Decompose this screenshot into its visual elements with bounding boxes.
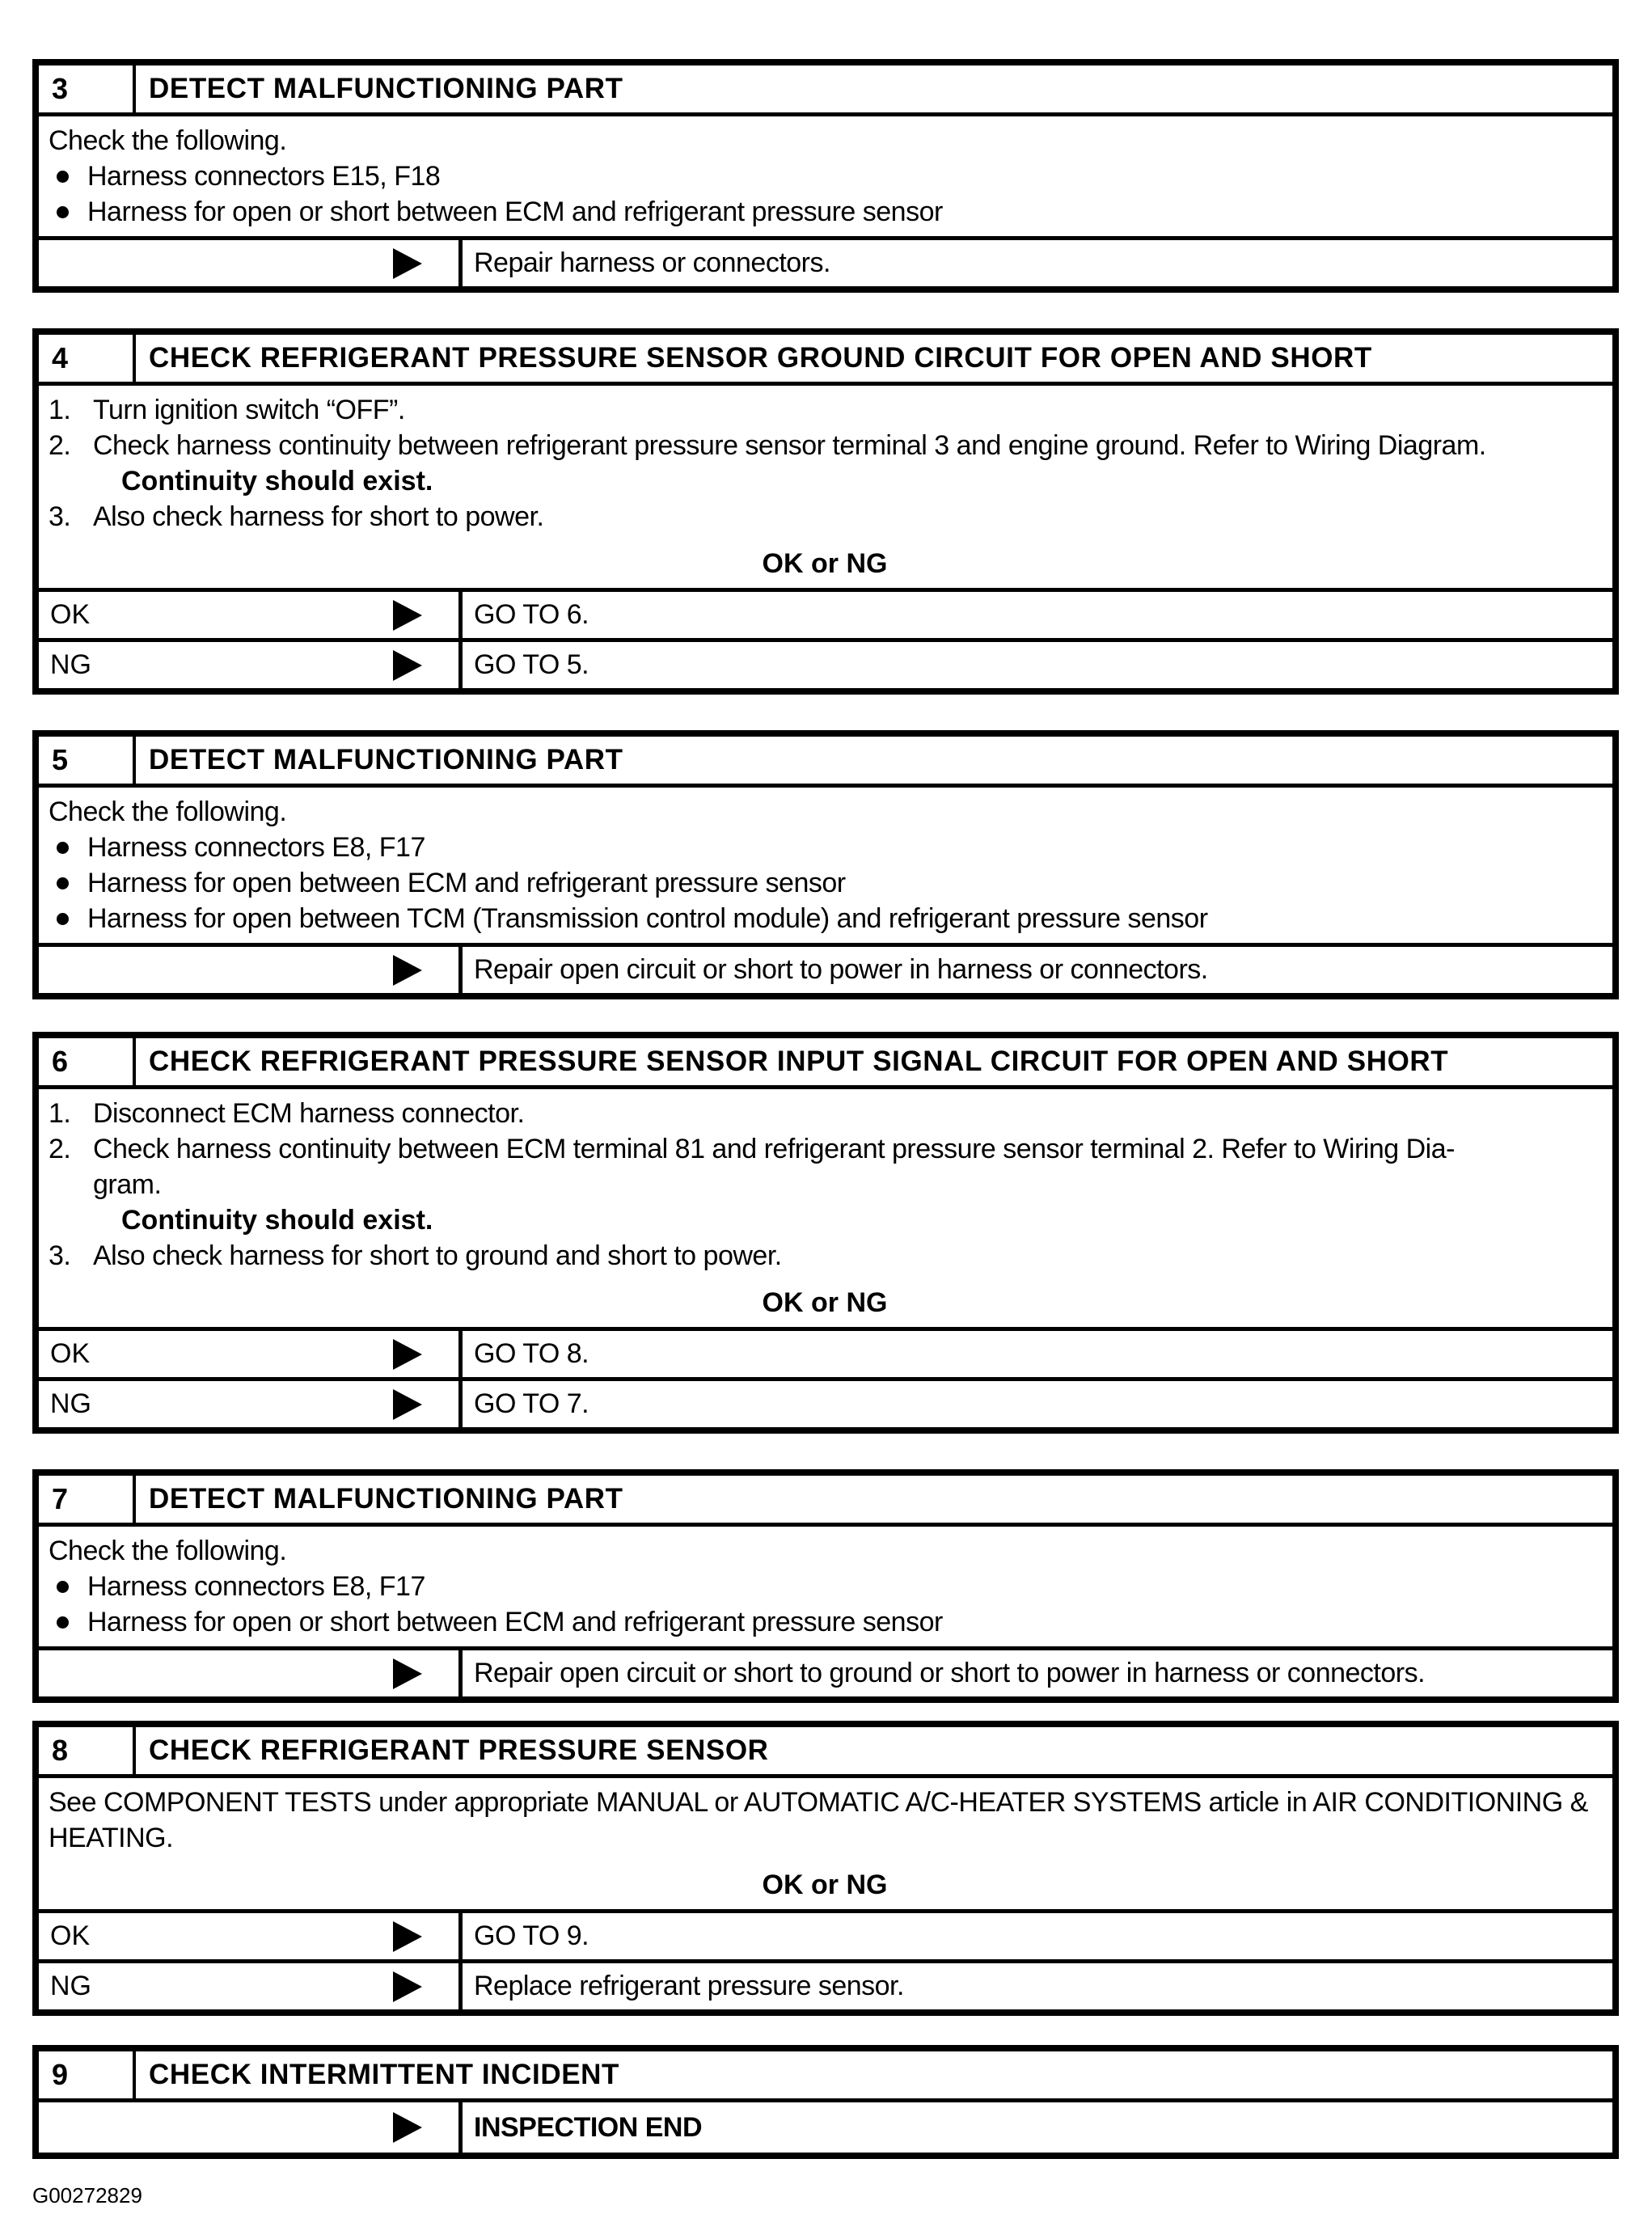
list-text: Turn ignition switch “OFF”. [93,395,405,425]
step-number: 6 [39,1038,136,1085]
step-header [39,1038,1612,1089]
arrow-right-icon [393,248,422,279]
list-number: 2. [49,1134,71,1164]
list-item [49,1131,1601,1238]
bullet-dot-icon [57,877,69,889]
arrow-right-icon [393,1921,422,1952]
step-body [39,1778,1612,1909]
result-text: GO TO 9. [474,1920,589,1951]
list-item [49,392,1601,428]
result-row-left [39,1381,463,1427]
bullet-dot-icon [57,913,69,925]
step-number: 4 [39,335,136,382]
step-title: CHECK INTERMITTENT INCIDENT [149,2059,620,2090]
step-body [39,116,1612,236]
step-body [39,788,1612,943]
list-text [93,1131,1601,1238]
list-number: 3. [49,501,71,532]
bullet-dot-icon [57,171,69,183]
body-intro: Check the following. [49,1536,287,1566]
step-body [39,386,1612,588]
result-text: GO TO 8. [474,1338,589,1369]
step-number: 5 [39,737,136,784]
arrow-right-icon [393,650,422,681]
action-row [39,2102,1612,2153]
step-box-4 [32,328,1619,695]
body-intro: Check the following. [49,125,287,156]
arrow-right-icon [393,600,422,631]
bullet-item [49,901,1601,936]
step-header [39,65,1612,116]
action-result: Repair open circuit or short to ground or short to power in harness or connectors. [474,1658,1426,1688]
step-header [39,737,1612,788]
body-paragraph: See COMPONENT TESTS under appropriate MANUAL or AUTOMATIC A/C-HEATER SYSTEMS article in AIR CONDITIONING & HEATING. [49,1787,1588,1853]
step-box-3 [32,59,1619,293]
continuity-note: Continuity should exist. [121,1205,433,1236]
step-title: CHECK REFRIGERANT PRESSURE SENSOR GROUND CIRCUIT FOR OPEN AND SHORT [149,342,1372,374]
result-label: OK [50,599,91,630]
list-item [49,428,1601,499]
list-text-line: gram. [93,1169,162,1200]
result-text: Replace refrigerant pressure sensor. [474,1971,904,2001]
bullet-dot-icon [57,842,69,854]
result-text: GO TO 6. [474,599,589,630]
bullet-text: Harness connectors E15, F18 [87,161,441,192]
step-body [39,1089,1612,1327]
bullet-text: Harness for open between ECM and refrigerant pressure sensor [87,868,846,898]
result-row [39,1959,1612,2009]
bullet-dot-icon [57,1616,69,1629]
step-header [39,1727,1612,1778]
bullet-text: Harness for open or short between ECM and refrigerant pressure sensor [87,1607,943,1637]
step-number: 3 [39,65,136,112]
bullet-dot-icon [57,1581,69,1593]
figure-label: G00272829 [32,2183,142,2208]
list-text [93,428,1601,499]
ok-or-ng-label: OK or NG [762,548,888,579]
action-result: INSPECTION END [474,2111,703,2143]
result-label: OK [50,1920,91,1951]
arrow-right-icon [393,1389,422,1420]
list-item [49,1238,1601,1274]
step-box-5 [32,730,1619,999]
result-text: GO TO 7. [474,1388,589,1419]
result-row [39,1909,1612,1959]
result-text: GO TO 5. [474,649,589,680]
bullet-item [49,194,1601,230]
action-result: Repair harness or connectors. [474,247,830,278]
list-text-line: Check harness continuity between refrigerant pressure sensor terminal 3 and engine ground. Refer to Wiring Diagram. [93,430,1486,461]
action-row-left [39,240,463,286]
step-header [39,335,1612,386]
bullet-dot-icon [57,206,69,218]
result-row-left [39,1331,463,1377]
result-row [39,1327,1612,1377]
action-row-left [39,947,463,993]
list-text-line: Check harness continuity between ECM terminal 81 and refrigerant pressure sensor terminal 2. Refer to Wiring Dia- [93,1134,1455,1164]
list-text: Also check harness for short to ground and short to power. [93,1240,782,1271]
action-row-left [39,2102,463,2153]
step-title: CHECK REFRIGERANT PRESSURE SENSOR INPUT SIGNAL CIRCUIT FOR OPEN AND SHORT [149,1046,1449,1077]
arrow-right-icon [393,1658,422,1689]
list-number: 3. [49,1240,71,1271]
result-row [39,1377,1612,1427]
arrow-right-icon [393,2112,422,2143]
body-intro: Check the following. [49,796,287,827]
result-label: NG [50,1971,91,2001]
step-number: 9 [39,2051,136,2098]
step-title: DETECT MALFUNCTIONING PART [149,73,623,104]
arrow-right-icon [393,1339,422,1370]
ok-or-ng-label: OK or NG [762,1287,888,1318]
list-text: Also check harness for short to power. [93,501,544,532]
step-title: DETECT MALFUNCTIONING PART [149,744,623,775]
result-row [39,638,1612,688]
result-row-left [39,1913,463,1959]
list-number: 1. [49,1098,71,1129]
step-body [39,1527,1612,1646]
bullet-text: Harness connectors E8, F17 [87,1571,425,1602]
list-number: 1. [49,395,71,425]
bullet-item [49,1569,1601,1604]
list-item [49,1096,1601,1131]
step-header [39,2051,1612,2102]
bullet-item [49,830,1601,865]
bullet-text: Harness for open or short between ECM and refrigerant pressure sensor [87,196,943,227]
ok-or-ng-label: OK or NG [762,1870,888,1900]
bullet-text: Harness connectors E8, F17 [87,832,425,863]
action-row [39,943,1612,993]
action-row-left [39,1650,463,1696]
step-box-7 [32,1469,1619,1703]
step-number: 8 [39,1727,136,1774]
action-row [39,1646,1612,1696]
result-row-left [39,592,463,638]
step-title: DETECT MALFUNCTIONING PART [149,1483,623,1515]
result-row-left [39,642,463,688]
arrow-right-icon [393,1971,422,2002]
action-row [39,236,1612,286]
bullet-item [49,158,1601,194]
list-item [49,499,1601,534]
result-label: NG [50,649,91,680]
step-box-9 [32,2045,1619,2159]
result-label: OK [50,1338,91,1369]
continuity-note: Continuity should exist. [121,466,433,496]
step-number: 7 [39,1476,136,1523]
arrow-right-icon [393,955,422,986]
step-box-6 [32,1032,1619,1434]
list-text: Disconnect ECM harness connector. [93,1098,525,1129]
result-row [39,588,1612,638]
step-title: CHECK REFRIGERANT PRESSURE SENSOR [149,1734,769,1766]
result-row-left [39,1963,463,2009]
step-box-8 [32,1721,1619,2016]
action-result: Repair open circuit or short to power in harness or connectors. [474,954,1208,985]
list-number: 2. [49,430,71,461]
step-header [39,1476,1612,1527]
bullet-text: Harness for open between TCM (Transmission control module) and refrigerant pressure sensor [87,903,1208,934]
result-label: NG [50,1388,91,1419]
bullet-item [49,1604,1601,1640]
bullet-item [49,865,1601,901]
